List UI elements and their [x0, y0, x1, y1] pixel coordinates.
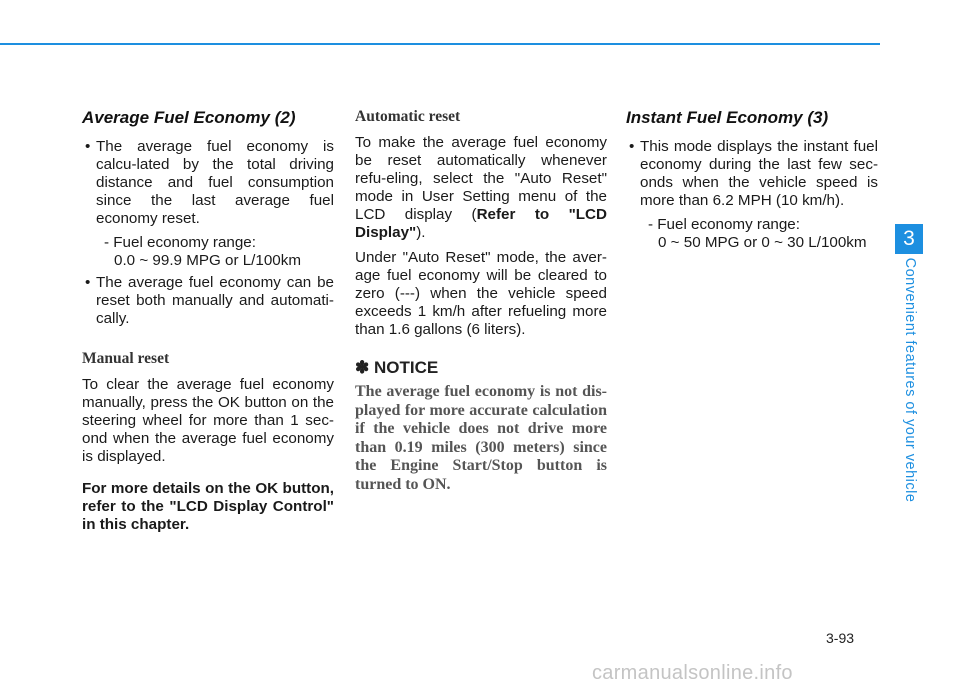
- chapter-title: Convenient features of your vehicle: [902, 257, 918, 503]
- fuel-range-value: 0 ~ 50 MPG or 0 ~ 30 L/100km: [658, 234, 867, 251]
- page-number: 3-93: [826, 630, 855, 646]
- lcd-display-reference: Refer to "LCD Display": [355, 206, 607, 241]
- bullet-text: The average fuel economy is calcu-lated by the total driving distance and fuel consumption since the last average fuel economy reset.: [96, 138, 334, 227]
- auto-reset-text: To make the average fuel economy be reset automatically whenever refu-eling, select the "Auto Reset" mode in User Setting menu of the LCD display (Refer to "LCD Display").: [355, 134, 607, 241]
- list-item: [82, 138, 334, 228]
- bullet-text: This mode displays the instant fuel economy during the last few sec-onds when the vehicle speed is more than 6.2 MPH (10 km/h).: [640, 138, 878, 209]
- manual-reset-text: To clear the average fuel economy manually, press the OK button on the steering wheel for more than 1 sec-ond when the average fuel economy is displayed.: [82, 376, 334, 465]
- heading-automatic-reset: Automatic reset: [355, 108, 461, 125]
- heading-average-fuel-economy: Average Fuel Economy (2): [82, 108, 296, 127]
- watermark: carmanualsonline.info: [592, 662, 793, 684]
- fuel-range-block: [82, 234, 334, 270]
- bullet-icon: •: [85, 138, 91, 155]
- auto-reset-mode-text: Under "Auto Reset" mode, the aver-age fuel economy will be cleared to zero (---) when the vehicle speed exceeds 1 km/h after refueling more than 1.6 gallons (6 liters).: [355, 249, 607, 338]
- list-item: [626, 138, 878, 210]
- fuel-range-value: 0.0 ~ 99.9 MPG or L/100km: [114, 252, 301, 269]
- notice-title: ✽ NOTICE: [355, 358, 439, 377]
- column-automatic-reset: [355, 108, 607, 494]
- more-details-note: For more details on the OK button, refer to the "LCD Display Control" in this chapter.: [82, 480, 334, 533]
- heading-manual-reset: Manual reset: [82, 350, 170, 367]
- header-rule: [0, 43, 880, 45]
- fuel-range-block: [626, 216, 878, 252]
- column-average-fuel-economy: [82, 108, 334, 541]
- heading-instant-fuel-economy: Instant Fuel Economy (3): [626, 108, 829, 127]
- notice-body: The average fuel economy is not dis-played for more accurate calculation if the vehicle does not drive more than 0.19 miles (300 meters) since the Engine Start/Stop button is turned to ON.: [355, 383, 607, 493]
- bullet-text: The average fuel economy can be reset both manually and automati-cally.: [96, 274, 334, 327]
- chapter-number-tab: 3: [895, 224, 923, 254]
- fuel-range-label: - Fuel economy range:: [648, 216, 800, 233]
- fuel-range-label: - Fuel economy range:: [104, 234, 256, 251]
- bullet-icon: •: [85, 274, 91, 291]
- column-instant-fuel-economy: [626, 108, 878, 256]
- bullet-icon: •: [629, 138, 635, 155]
- list-item: [82, 274, 334, 328]
